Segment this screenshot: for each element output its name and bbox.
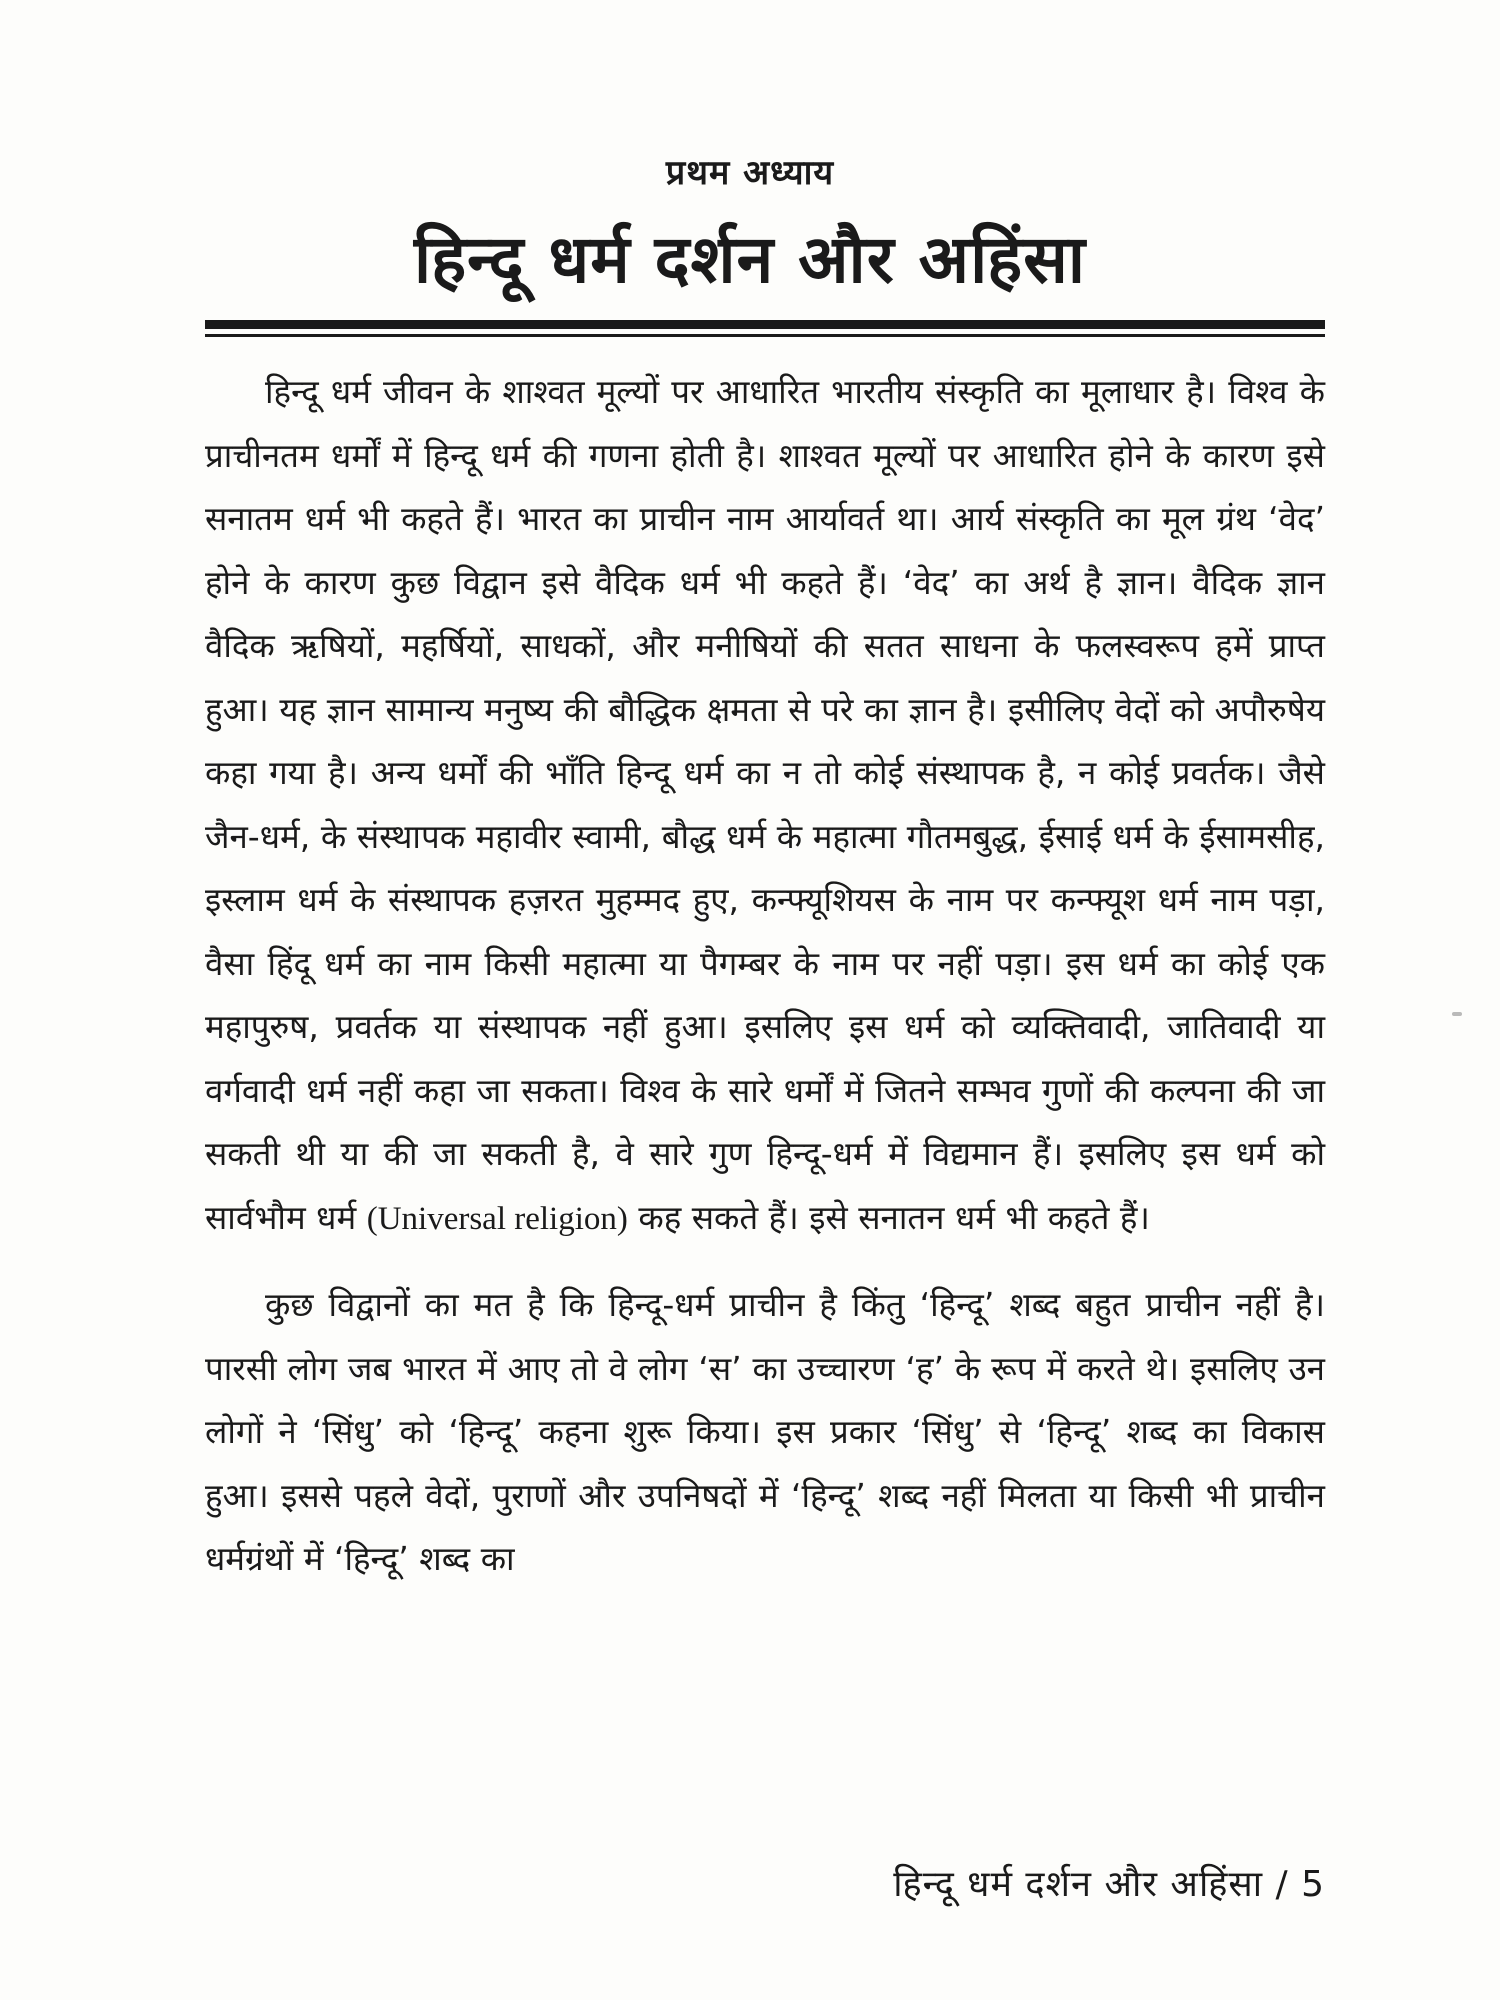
paragraph-1-text: हिन्दू धर्म जीवन के शाश्वत मूल्यों पर आधारित भारतीय संस्कृति का मूलाधार है। विश्व के प्राचीनतम धर्मों में हिन्दू धर्म की गणना होती है। शाश्वत मूल्यों पर आधारित होने के कारण इसे सनातम धर्म भी कहते हैं। भारत का प्राचीन नाम आर्यावर्त था। आर्य संस्कृति का मूल ग्रंथ ‘वेद’ होने के कारण कुछ विद्वान इसे वैदिक धर्म भी कहते हैं। ‘वेद’ का अर्थ है ज्ञान। वैदिक ज्ञान वैदिक ऋषियों, महर्षियों, साधकों, और मनीषियों की सतत साधना के फलस्वरूप हमें प्राप्त हुआ। यह ज्ञान सामान्य मनुष्य की बौद्धिक क्षमता से परे का ज्ञान है। इसीलिए वेदों को अपौरुषेय कहा गया है। अन्य धर्मों की भाँति हिन्दू धर्म का न तो कोई संस्थापक है, न कोई प्रवर्तक। जैसे जैन-धर्म, के संस्थापक महावीर स्वामी, बौद्ध धर्म के महात्मा गौतमबुद्ध, ईसाई धर्म के ईसामसीह, इस्लाम धर्म के संस्थापक हज़रत मुहम्मद हुए, कन्फ्यूशियस के नाम पर कन्फ्यूश धर्म नाम पड़ा, वैसा हिंदू धर्म का नाम किसी महात्मा या पैगम्बर के नाम पर नहीं पड़ा। इस धर्म का कोई एक महापुरुष, प्रवर्तक या संस्थापक नहीं हुआ। इसलिए इस धर्म को व्यक्तिवादी, जातिवादी या वर्गवादी धर्म नहीं कहा जा सकता। विश्व के सारे धर्मों में जितने सम्भव गुणों की कल्पना की जा सकती थी या की जा सकती है, वे सारे गुण हिन्दू-धर्म में विद्यमान हैं। इसलिए इस धर्म को सार्वभौम धर्म: [205, 372, 1325, 1237]
title-divider-thick: [205, 320, 1325, 329]
paragraph-1-english-term: (Universal religion): [366, 1200, 628, 1237]
chapter-body: [205, 360, 1325, 1591]
paragraph-1: [205, 360, 1325, 1251]
chapter-title: हिन्दू धर्म दर्शन और अहिंसा: [414, 221, 1086, 298]
paragraph-2: कुछ विद्वानों का मत है कि हिन्दू-धर्म प्राचीन है किंतु ‘हिन्दू’ शब्द बहुत प्राचीन नहीं है। पारसी लोग जब भारत में आए तो वे लोग ‘स’ का उच्चारण ‘ह’ के रूप में करते थे। इसलिए उन लोगों ने ‘सिंधु’ को ‘हिन्दू’ कहना शुरू किया। इस प्रकार ‘सिंधु’ से ‘हिन्दू’ शब्द का विकास हुआ। इससे पहले वेदों, पुराणों और उपनिषदों में ‘हिन्दू’ शब्द नहीं मिलता या किसी भी प्राचीन धर्मग्रंथों में ‘हिन्दू’ शब्द का: [205, 1285, 1325, 1578]
chapter-label: प्रथम अध्याय: [665, 153, 835, 193]
scan-speck: [1452, 1012, 1462, 1016]
footer-separator: /: [1275, 1864, 1289, 1905]
paragraph-1-text-end: कह सकते हैं। इसे सनातन धर्म भी कहते हैं।: [638, 1197, 1150, 1237]
page-number: 5: [1301, 1864, 1325, 1905]
running-title: हिन्दू धर्म दर्शन और अहिंसा: [893, 1864, 1264, 1905]
page-footer: [893, 1858, 1325, 1907]
title-divider-thin: [205, 334, 1325, 337]
